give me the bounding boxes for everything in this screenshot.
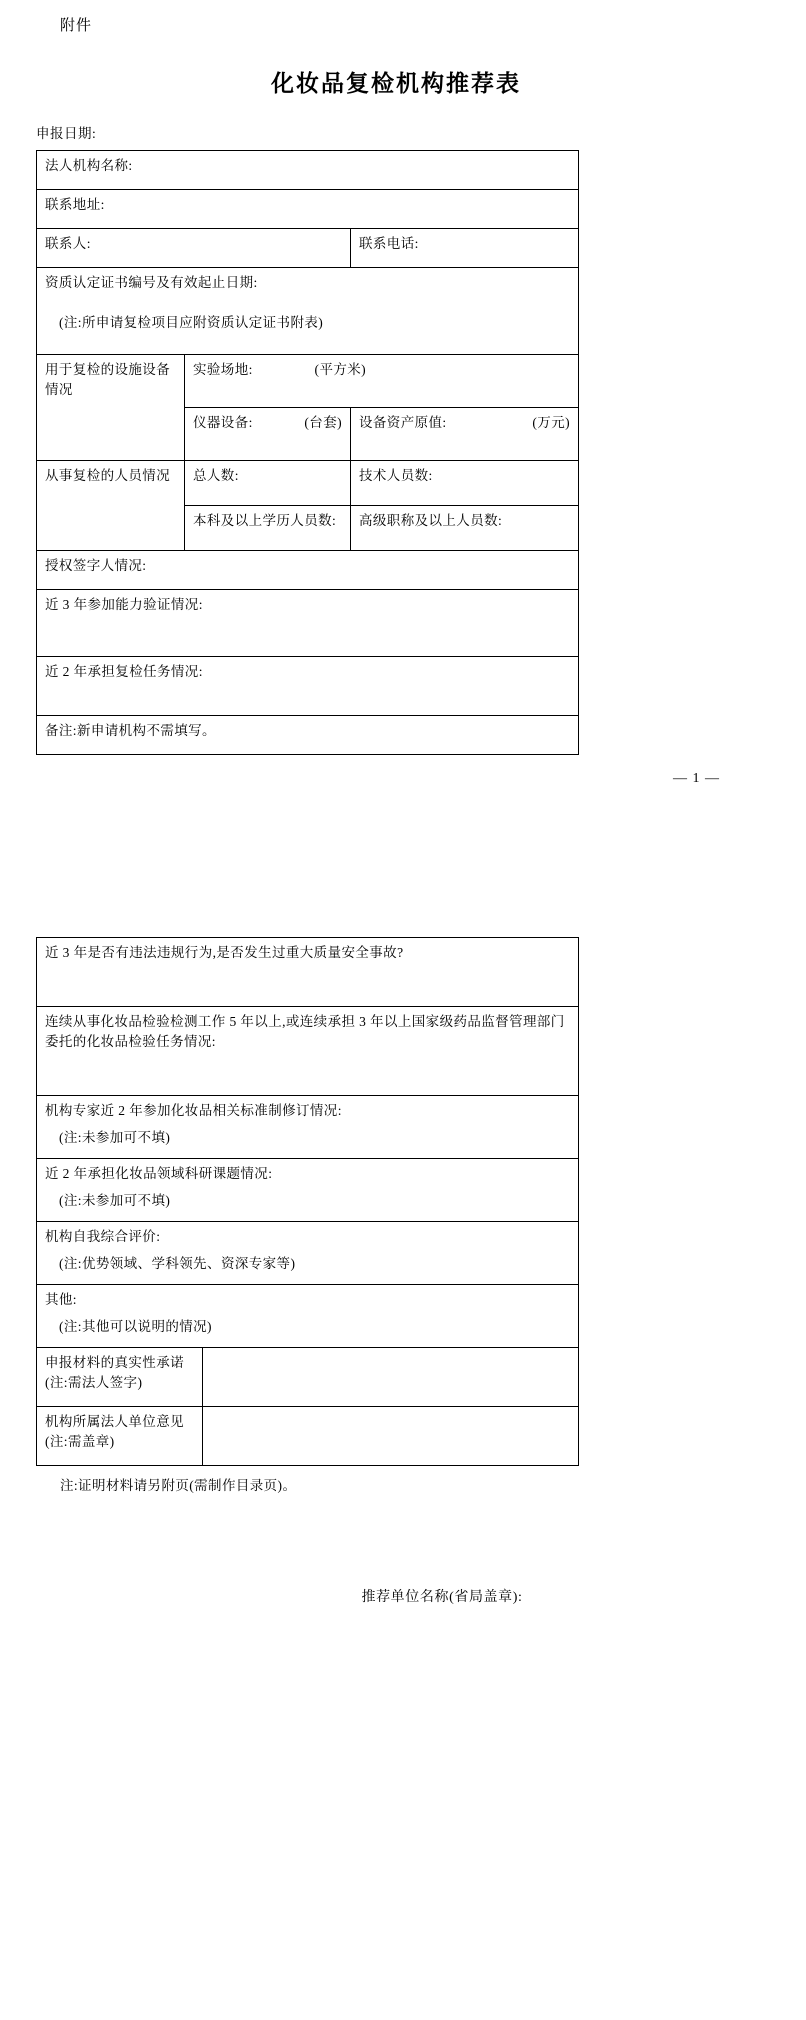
- cell-contact-person[interactable]: 联系人:: [37, 229, 351, 268]
- table-row: [37, 1348, 579, 1407]
- other-note: (注:其他可以说明的情况): [59, 1319, 212, 1335]
- table-row: [37, 1159, 579, 1222]
- table-row: [37, 229, 579, 268]
- lab-site-unit: (平方米): [314, 362, 367, 377]
- cell-proficiency-testing-3y[interactable]: 近 3 年参加能力验证情况:: [37, 590, 579, 657]
- page-2: [0, 937, 806, 1606]
- cell-legal-entity-name[interactable]: 法人机构名称:: [37, 151, 579, 190]
- cell-technical-personnel[interactable]: 技术人员数:: [351, 461, 579, 506]
- table-row: [37, 657, 579, 716]
- main-form-table-page1: [36, 150, 579, 755]
- table-row: [37, 1096, 579, 1159]
- cell-authorized-signatory[interactable]: 授权签字人情况:: [37, 551, 579, 590]
- cell-senior-title-or-above[interactable]: 高级职称及以上人员数:: [351, 506, 579, 551]
- equipment-original-value-unit: (万元): [532, 415, 570, 430]
- cell-authenticity-commitment-label: 申报材料的真实性承诺(注:需法人签字): [37, 1348, 203, 1407]
- table-row: [37, 938, 579, 1007]
- cell-legal-entity-opinion-label: 机构所属法人单位意见(注:需盖章): [37, 1407, 203, 1466]
- cell-equipment-original-value[interactable]: [351, 408, 579, 461]
- table-row: [37, 1222, 579, 1285]
- table-row: [37, 1007, 579, 1096]
- table-row: [37, 590, 579, 657]
- main-form-table-page2: [36, 937, 579, 1466]
- declare-date-label: 申报日期:: [36, 126, 97, 141]
- page-break-spacer: [0, 787, 806, 937]
- cell-instrument-equipment[interactable]: [185, 408, 351, 461]
- self-evaluation-label: 机构自我综合评价:: [45, 1229, 161, 1244]
- cell-authenticity-commitment-value[interactable]: [203, 1348, 579, 1407]
- instrument-equipment-label: 仪器设备:: [193, 415, 253, 430]
- cell-contact-address[interactable]: 联系地址:: [37, 190, 579, 229]
- table-row: [37, 461, 579, 506]
- lab-site-label: 实验场地:: [193, 362, 253, 377]
- recommend-unit-label: 推荐单位名称(省局盖章):: [361, 1590, 523, 1605]
- table-row: [37, 151, 579, 190]
- cell-continuous-work[interactable]: 连续从事化妆品检验检测工作 5 年以上,或连续承担 3 年以上国家级药品监督管理部门委托的化妆品检验任务情况:: [37, 1007, 579, 1096]
- cell-personnel-group-label: 从事复检的人员情况: [37, 461, 185, 551]
- cell-lab-site[interactable]: [185, 355, 579, 408]
- attachment-label: 附件: [60, 16, 93, 34]
- table-row: [37, 1407, 579, 1466]
- cell-total-personnel[interactable]: 总人数:: [185, 461, 351, 506]
- cell-facility-group-label: 用于复检的设施设备情况: [37, 355, 185, 461]
- cell-cert-number-validity[interactable]: [37, 268, 579, 355]
- table-row: [37, 1285, 579, 1348]
- standard-revision-note: (注:未参加可不填): [59, 1130, 171, 1146]
- research-projects-note: (注:未参加可不填): [59, 1193, 171, 1209]
- bottom-spacer: [0, 1606, 806, 1672]
- standard-revision-label: 机构专家近 2 年参加化妆品相关标准制修订情况:: [45, 1103, 342, 1118]
- equipment-original-value-label: 设备资产原值:: [359, 415, 447, 430]
- cell-standard-revision-2y[interactable]: [37, 1096, 579, 1159]
- cell-violation-question[interactable]: 近 3 年是否有违法违规行为,是否发生过重大质量安全事故?: [37, 938, 579, 1007]
- table-row: [37, 355, 579, 408]
- page-title: 化妆品复检机构推荐表: [271, 71, 521, 97]
- self-evaluation-note: (注:优势领域、学科领先、资深专家等): [59, 1256, 296, 1272]
- footnote: 注:证明材料请另附页(需制作目录页)。: [60, 1478, 297, 1493]
- research-projects-label: 近 2 年承担化妆品领域科研课题情况:: [45, 1166, 273, 1181]
- cell-other[interactable]: [37, 1285, 579, 1348]
- cell-research-projects-2y[interactable]: [37, 1159, 579, 1222]
- cell-remark[interactable]: 备注:新申请机构不需填写。: [37, 716, 579, 755]
- cert-note: (注:所申请复检项目应附资质认定证书附表): [59, 315, 324, 331]
- cell-bachelor-or-above[interactable]: 本科及以上学历人员数:: [185, 506, 351, 551]
- table-row: [37, 190, 579, 229]
- cert-number-label: 资质认定证书编号及有效起止日期:: [45, 275, 258, 290]
- table-row: [37, 551, 579, 590]
- cell-retest-tasks-2y[interactable]: 近 2 年承担复检任务情况:: [37, 657, 579, 716]
- instrument-equipment-unit: (台套): [304, 415, 342, 430]
- cell-legal-entity-opinion-value[interactable]: [203, 1407, 579, 1466]
- other-label: 其他:: [45, 1292, 77, 1307]
- page-1: [0, 0, 806, 787]
- cell-contact-phone[interactable]: 联系电话:: [351, 229, 579, 268]
- cell-self-evaluation[interactable]: [37, 1222, 579, 1285]
- table-row: [37, 268, 579, 355]
- page-number: — 1 —: [673, 771, 720, 786]
- table-row: [37, 716, 579, 755]
